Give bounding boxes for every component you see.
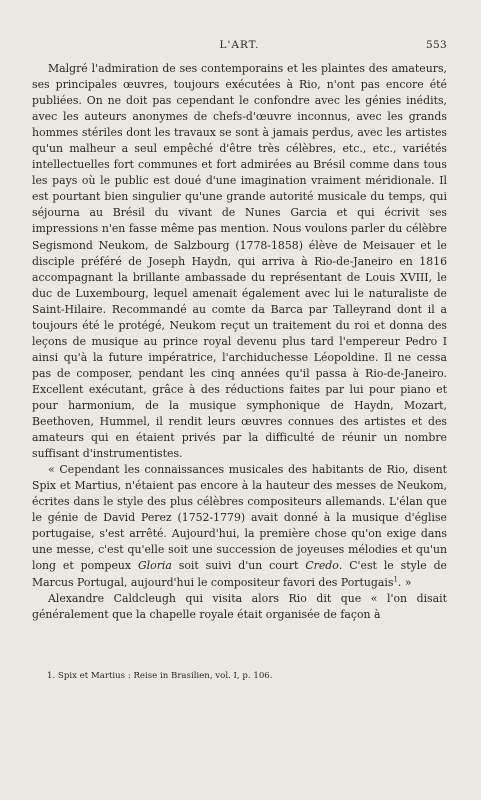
quote-text: « Cependant les connaissances musicales des habitants de Rio, disent Spix et Martius, n'étaient pas encore à la hauteur des messes de Neukom, écrites dans le style des plus célèbres compositeurs allemands. L'élan que le génie de David Perez (1752-1779) avait donné à la musique d'église portugaise, s'est arrêté. Aujourd'hui, la première chose qu'on exige dans une messe, c'est qu'elle soit une succession de joyeuses mélodies et qu'un long et pompeux bbox=[32, 463, 447, 573]
emphasis-gloria: Gloria bbox=[137, 559, 172, 573]
quote-text: soit suivi d'un court bbox=[171, 559, 306, 573]
emphasis-credo: Credo bbox=[305, 559, 339, 573]
quote-text: . C'est le style de Marcus Portugal, aujourd'hui le compositeur favori des Portugais bbox=[32, 559, 447, 589]
footnote-ref: 1 bbox=[393, 574, 398, 583]
body-text bbox=[32, 61, 447, 623]
paragraph: Malgré l'admiration de ses contemporains et les plaintes des amateurs, ses principales œuvres, toujours exécutées à Rio, n'ont pas encore été publiées. On ne doit pas cependant le confondre avec les génies inédits, avec les auteurs anonymes de chefs-d'œuvre inconnus, avec les grands hommes stériles dont les travaux se sont à jamais perdus, avec les artistes qu'un malheur a seul empêché d'être très célèbres, etc., etc., variétés intellectuelles fort communes et fort admirées au Brésil comme dans tous les pays où le public est doué d'une imagination vraiment méridionale. Il est pourtant bien singulier qu'une grande autorité musicale du temps, qui séjourna au Brésil du vivant de Nunes Garcia et qui écrivit ses impressions n'en fasse même pas mention. Nous voulons parler du célèbre Segismond Neukom, de Salzbourg (1778-1858) élève de Meisauer et le disciple préféré de Joseph Haydn, qui arriva à Rio-de-Janeiro en 1816 accompagnant la brillante ambassade du représentant de Louis XVIII, le duc de Luxembourg, lequel amenait également avec lui le naturaliste de Saint-Hilaire. Recommandé au comte da Barca par Talleyrand dont il a toujours été le protégé, Neukom reçut un traitement du roi et donna des leçons de musique au prince royal devenu plus tard l'empereur Pedro I ainsi qu'à la future impératrice, l'archiduchesse Léopoldine. Il ne cessa pas de composer, pendant les cinq années qu'il passa à Rio-de-Janeiro. Excellent exécutant, grâce à des réductions faites par lui pour piano et pour harmonium, de la musique symphonique de Haydn, Mozart, Beethoven, Hummel, il rendit leurs œuvres connues des artistes et des amateurs qui en étaient privés par la difficulté de réunir un nombre suffisant d'instrumentistes. bbox=[32, 62, 447, 461]
quote-paragraph bbox=[32, 462, 447, 590]
quote-close: . » bbox=[397, 575, 412, 589]
page-number: 553 bbox=[426, 39, 447, 51]
footnote: 1. Spix et Martius : Reise in Brasilien, vol. I, p. 106. bbox=[47, 671, 273, 681]
paragraph: Alexandre Caldcleugh qui visita alors Rio dit que « l'on disait généralement que la chapelle royale était organisée de façon à bbox=[32, 591, 447, 621]
running-title: L'ART. bbox=[219, 39, 260, 51]
page-header bbox=[32, 39, 447, 55]
